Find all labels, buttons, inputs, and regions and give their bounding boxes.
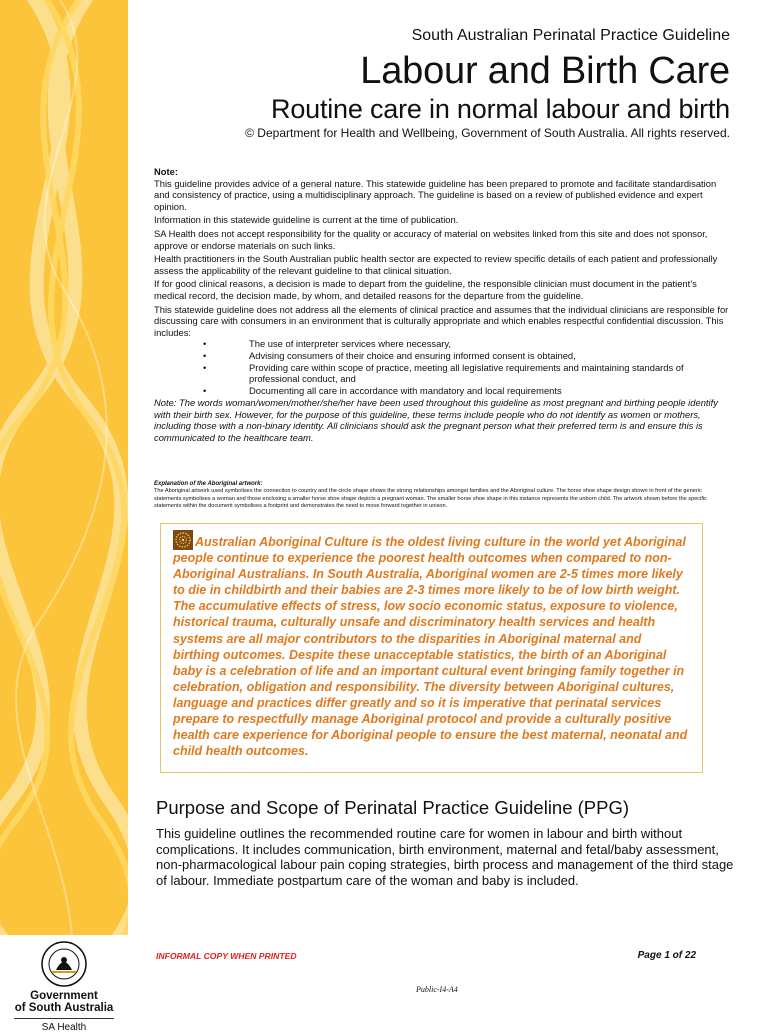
list-item-text: Providing care within scope of practice, meeting all legislative requirements and maintaining standards of professional conduct, and	[249, 361, 684, 385]
gov-line-1: Government	[30, 990, 98, 1002]
dna-ribbon-pattern	[0, 0, 128, 1024]
gov-sa-wordmark	[0, 990, 128, 1014]
purpose-heading: Purpose and Scope of Perinatal Practice Guideline (PPG)	[156, 797, 630, 818]
bullet-icon: •	[203, 349, 207, 361]
note-paragraph: Health practitioners in the South Australian public health sector are expected to review specific details of each patient and professionally assess the applicability of the relevant guideline to that clinical situation.	[154, 253, 718, 276]
note-bullet-list	[154, 338, 730, 396]
page-subtitle: Routine care in normal labour and birth	[271, 94, 730, 124]
classification-label: Public-I4-A4	[416, 985, 458, 994]
artwork-text: The Aboriginal artwork used symbolises the connection to country and the circle shape shows the strong relationships amongst families and the Aboriginal culture. The horse shoe shape design shown in front of the generic statements symbolises a woman and those enclosing a smaller horse shoe shape depicts a pregnant woman. The smaller horse shoe shape in this instance represents the unborn child. The artwork shown before the specific statements within the document symbolises a footprint and demonstrates the need to move forward together in unison.	[154, 488, 707, 510]
note-paragraph: This statewide guideline does not address all the elements of clinical practice and assumes that the individual clinicians are responsible for discussing care with consumers in an environment that is culturally appropriate and which enables respectful confidential discussion. This includes:	[154, 303, 729, 338]
aboriginal-culture-paragraph: Australian Aboriginal Culture is the oldest living culture in the world yet Aboriginal people continue to experience the poorest health outcomes when compared to non-Aboriginal Australians. In South Australia, Aboriginal women are 2-5 times more likely to die in childbirth and their babies are 2-3 times more likely to be of low birth weight. The accumulative effects of stress, low socio economic status, exposure to violence, historical trauma, culturally unsafe and discriminatory health services and health systems are all major contributors to the disparities in Aboriginal maternal and birthing outcomes. Despite these unacceptable statistics, the birth of an Aboriginal baby is a celebration of life and an important cultural event bringing family together in celebration, obligation and responsibility. The diversity between Aboriginal cultures, language and practices differ greatly and so it is imperative that perinatal services prepare to respectfully manage Aboriginal protocol and provide a culturally positive health care experience for Aboriginal people to ensure the best maternal, neonatal and child health outcomes.	[173, 535, 688, 759]
list-item	[154, 350, 730, 362]
list-item-text: Advising consumers of their choice and ensuring informed consent is obtained,	[249, 349, 576, 361]
sa-health-label: SA Health	[14, 1018, 114, 1033]
bullet-icon: •	[203, 361, 207, 373]
aboriginal-artwork-icon	[173, 530, 193, 550]
purpose-paragraph: This guideline outlines the recommended routine care for women in labour and birth without complications. It includes communication, birth environment, maternal and fetal/baby assessment, non-pharmacological labour pain coping strategies, birth process and management of the third stage of labour. Immediate postpartum care of the woman and baby is included.	[156, 826, 734, 888]
list-item-text: Documenting all care in accordance with mandatory and local requirements	[249, 384, 562, 396]
list-item	[154, 338, 730, 350]
aboriginal-culture-box	[160, 523, 703, 773]
artwork-heading: Explanation of the Aboriginal artwork:	[154, 481, 263, 487]
list-item	[154, 385, 730, 397]
gov-line-2: of South Australia	[14, 1002, 114, 1014]
note-paragraph: If for good clinical reasons, a decision is made to depart from the guideline, the responsible clinician must document in the patient’s medical record, the decision made, by whom, and detailed reasons for the departure from the guideline.	[154, 278, 697, 301]
disclaimer-note	[154, 166, 730, 446]
decorative-side-band	[0, 0, 128, 1024]
copyright-notice: © Department for Health and Wellbeing, Government of South Australia. All rights reserved.	[245, 126, 730, 140]
aboriginal-culture-text	[173, 530, 690, 759]
artwork-explanation	[154, 481, 728, 511]
note-paragraph: This guideline provides advice of a general nature. This statewide guideline has been prepared to promote and facilitate standardisation and consistency of practice, using a multidisciplinary approach. The guideline is based on a review of published evidence and expert opinion.	[154, 177, 717, 212]
list-item	[154, 362, 730, 385]
piping-shrike-seal-icon	[34, 940, 94, 988]
bullet-icon: •	[203, 338, 207, 350]
note-paragraph: Information in this statewide guideline is current at the time of publication.	[154, 214, 459, 226]
list-item-text: The use of interpreter services where necessary,	[249, 338, 451, 350]
note-paragraph: SA Health does not accept responsibility for the quality or accuracy of material on websites linked from this site and does not sponsor, approve or endorse materials on such links.	[154, 227, 708, 251]
terminology-note: Note: The words woman/women/mother/she/her have been used throughout this guideline as most pregnant and birthing people identify with their birth sex. However, for the purpose of this guideline, these terms include people who do not identify as women or mothers, including those with a non-binary identity. All clinicians should ask the pregnant person what their preferred term is and ensure this is communicated to the healthcare team.	[154, 397, 718, 444]
sa-government-logo	[0, 938, 128, 1033]
informal-copy-notice: INFORMAL COPY WHEN PRINTED	[156, 951, 297, 961]
guideline-series: South Australian Perinatal Practice Guideline	[411, 27, 730, 44]
page-number: Page 1 of 22	[637, 950, 696, 961]
note-label: Note:	[154, 166, 178, 177]
page-title: Labour and Birth Care	[360, 50, 730, 92]
bullet-icon: •	[203, 384, 207, 396]
